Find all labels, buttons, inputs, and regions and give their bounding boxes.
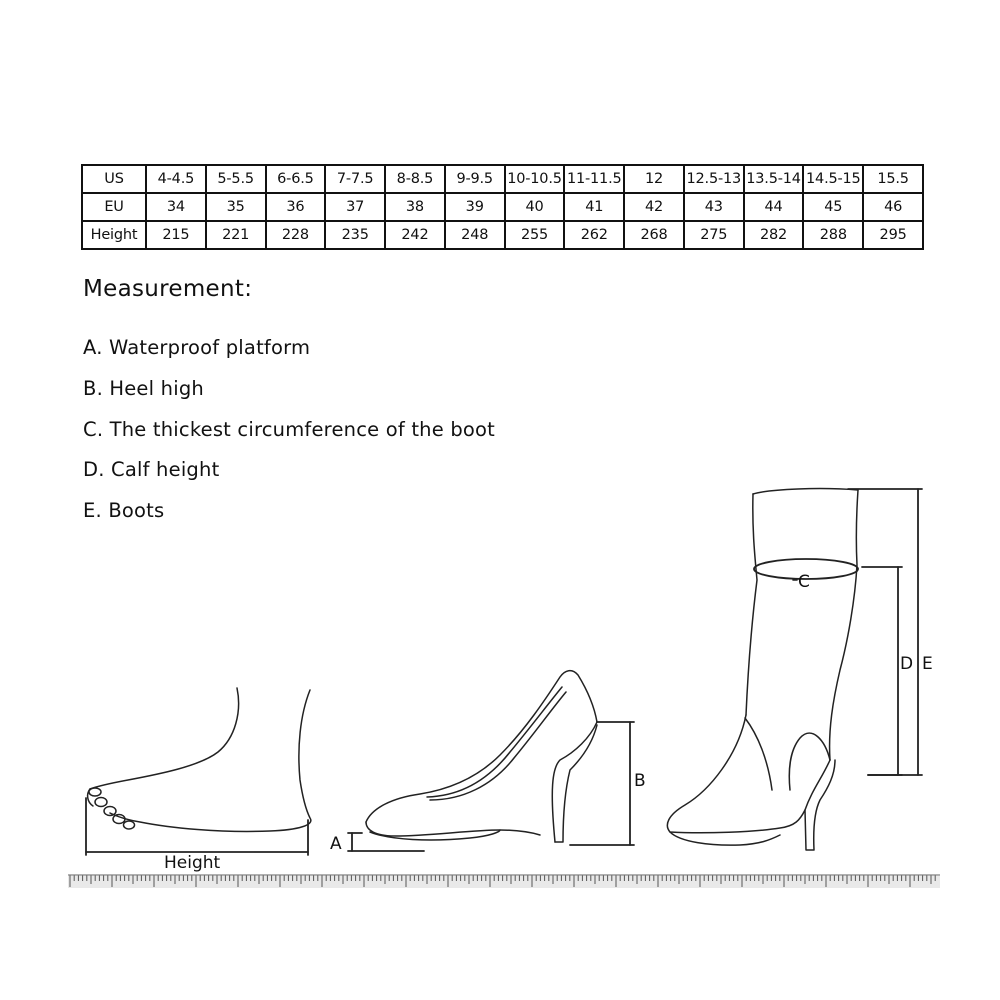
measurement-heading: Measurement: xyxy=(83,276,253,302)
measurement-item-e: E. Boots xyxy=(83,499,165,523)
table-cell: 8-8.5 xyxy=(385,165,445,193)
pump-drawing xyxy=(366,671,597,842)
table-cell: 41 xyxy=(564,193,624,221)
boot-e-measure xyxy=(848,489,922,775)
foot-height-measure xyxy=(86,798,308,855)
table-cell: 4-4.5 xyxy=(146,165,206,193)
foot-drawing xyxy=(88,688,311,831)
table-cell: 268 xyxy=(624,221,684,249)
ruler xyxy=(68,874,940,888)
table-cell: 6-6.5 xyxy=(266,165,326,193)
heel-b-label: B xyxy=(634,771,646,791)
foot-height-label: Height xyxy=(164,853,221,873)
table-cell: 34 xyxy=(146,193,206,221)
table-cell: 10-10.5 xyxy=(505,165,565,193)
measurement-item-d: D. Calf height xyxy=(83,458,220,482)
table-cell: 15.5 xyxy=(863,165,923,193)
table-cell: 235 xyxy=(325,221,385,249)
table-cell: 12.5-13 xyxy=(684,165,744,193)
table-cell: 44 xyxy=(744,193,804,221)
table-cell: 248 xyxy=(445,221,505,249)
table-cell: 37 xyxy=(325,193,385,221)
table-cell: 12 xyxy=(624,165,684,193)
table-cell: 7-7.5 xyxy=(325,165,385,193)
table-cell: 255 xyxy=(505,221,565,249)
circumference-c-label: C xyxy=(798,572,810,592)
row-header-us: US xyxy=(82,165,146,193)
table-cell: 275 xyxy=(684,221,744,249)
table-cell: 9-9.5 xyxy=(445,165,505,193)
measurement-item-b: B. Heel high xyxy=(83,376,204,400)
table-cell: 45 xyxy=(803,193,863,221)
table-cell: 38 xyxy=(385,193,445,221)
table-cell: 5-5.5 xyxy=(206,165,266,193)
table-cell: 215 xyxy=(146,221,206,249)
table-cell: 39 xyxy=(445,193,505,221)
table-cell: 262 xyxy=(564,221,624,249)
boot-e-label: E xyxy=(922,654,933,674)
table-cell: 14.5-15 xyxy=(803,165,863,193)
table-cell: 46 xyxy=(863,193,923,221)
heel-b-measure xyxy=(570,722,634,845)
table-cell: 295 xyxy=(863,221,923,249)
table-cell: 43 xyxy=(684,193,744,221)
table-cell: 36 xyxy=(266,193,326,221)
table-cell: 288 xyxy=(803,221,863,249)
table-cell: 221 xyxy=(206,221,266,249)
table-cell: 228 xyxy=(266,221,326,249)
platform-a-label: A xyxy=(330,834,342,854)
row-header-eu: EU xyxy=(82,193,146,221)
table-cell: 35 xyxy=(206,193,266,221)
table-cell: 42 xyxy=(624,193,684,221)
table-cell: 282 xyxy=(744,221,804,249)
table-cell: 242 xyxy=(385,221,445,249)
table-cell: 13.5-14 xyxy=(744,165,804,193)
measurement-item-c: C. The thickest circumference of the boot xyxy=(83,417,496,441)
boot-drawing xyxy=(667,489,858,850)
table-cell: 11-11.5 xyxy=(564,165,624,193)
row-header-height: Height xyxy=(82,221,146,249)
measurement-item-a: A. Waterproof platform xyxy=(83,336,311,359)
table-cell: 40 xyxy=(505,193,565,221)
calf-d-measure xyxy=(862,567,902,775)
calf-d-label: D xyxy=(900,654,914,674)
